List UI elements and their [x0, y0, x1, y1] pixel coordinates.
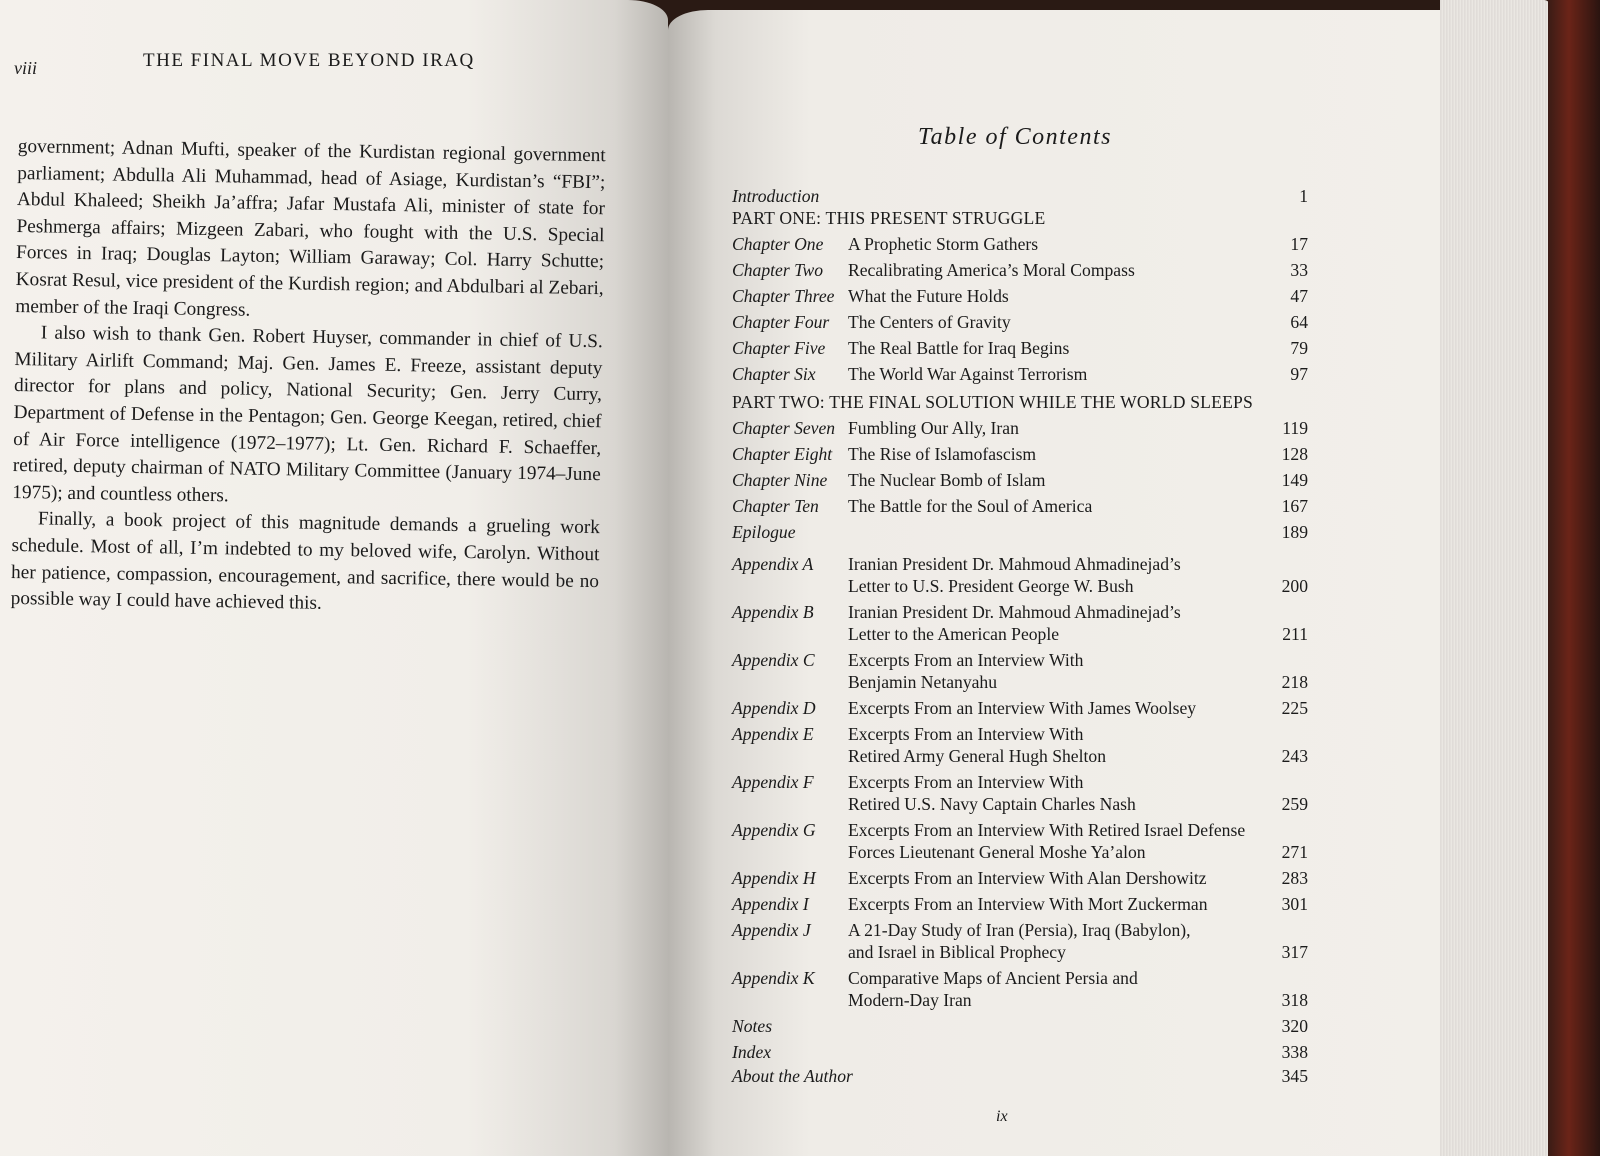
- toc-page: 211: [1282, 624, 1308, 644]
- toc-title: Recalibrating America’s Moral Compass: [848, 260, 1135, 280]
- toc-label: Appendix D: [732, 698, 816, 718]
- toc-page: 218: [1281, 672, 1308, 692]
- toc-page: 317: [1281, 942, 1308, 962]
- toc-page: 64: [1290, 312, 1308, 332]
- page-edges: [1440, 0, 1550, 1156]
- toc-title: A Prophetic Storm Gathers: [848, 234, 1039, 254]
- right-page-number: ix: [996, 1108, 1008, 1125]
- toc-page: 320: [1281, 1016, 1308, 1036]
- toc-label: Appendix G: [732, 820, 816, 840]
- toc-title-line1: Excerpts From an Interview With: [848, 650, 1084, 670]
- book-cover-edge: [1548, 0, 1600, 1156]
- toc-label: Chapter Six: [732, 364, 816, 384]
- paragraph: government; Adnan Mufti, speaker of the Kurdistan regional government parliament; Abdulla Ali Muhammad, head of Asiage, Kurdistan’s “FBI”; Abdul Khaleed; Sheikh Ja’affra; Jafar Mustafa Ali, minister of state for Peshmerga affairs; Mizgeen Zabari, who fought with the U.S. Special Forces in Iraq; Douglas Layton; William Garaway; Col. Harry Schutte; Kosrat Resul, vice president of the Kurdish region; and Abdulbari al Zebari, member of the Iraqi Congress.: [15, 135, 606, 321]
- toc-title: The Centers of Gravity: [848, 312, 1011, 332]
- toc-label: Chapter Nine: [732, 470, 828, 490]
- toc-page: 79: [1290, 338, 1308, 358]
- toc-label: Appendix F: [732, 772, 814, 792]
- toc-label: Chapter Seven: [732, 418, 836, 438]
- toc-title-line1: Excerpts From an Interview With: [848, 724, 1084, 744]
- toc-label: Appendix E: [732, 724, 814, 744]
- toc-label: Appendix K: [732, 968, 815, 988]
- part-two-heading: PART TWO: THE FINAL SOLUTION WHILE THE WORLD SLEEPS: [732, 392, 1253, 412]
- toc-title-line1: Excerpts From an Interview With James Woolsey: [848, 698, 1197, 718]
- toc-label: Introduction: [732, 186, 820, 206]
- toc-title-line1: Comparative Maps of Ancient Persia and: [848, 968, 1138, 988]
- toc-label: Chapter Ten: [732, 496, 819, 516]
- toc-title-line2: Benjamin Netanyahu: [848, 672, 998, 692]
- toc-label: Notes: [732, 1016, 773, 1036]
- toc-label: Epilogue: [732, 522, 796, 542]
- toc-title-line2: Letter to U.S. President George W. Bush: [848, 576, 1134, 596]
- toc-title-line1: Iranian President Dr. Mahmoud Ahmadinejad’s: [848, 554, 1181, 574]
- toc-title-line2: Letter to the American People: [848, 624, 1060, 644]
- paragraph: I also wish to thank Gen. Robert Huyser, commander in chief of U.S. Military Airlift Command; Maj. Gen. James E. Freeze, assistant deputy director for plans and policy, National Security; Gen. Jerry Curry, Department of Defense in the Pentagon; Gen. George Keegan, retired, chief of Air Force intelligence (1972–1977); Lt. Gen. Richard F. Schaeffer, retired, deputy chairman of NATO Military Committee (January 1974–June 1975); and countless others.: [12, 322, 603, 507]
- toc-title-line1: Iranian President Dr. Mahmoud Ahmadinejad’s: [848, 602, 1181, 622]
- toc-label: Index: [732, 1042, 772, 1062]
- toc-page: 345: [1281, 1066, 1308, 1086]
- toc-label: Chapter Five: [732, 338, 826, 358]
- part-one-heading: PART ONE: THIS PRESENT STRUGGLE: [732, 208, 1046, 228]
- toc-label: About the Author: [732, 1066, 853, 1086]
- toc-label: Appendix A: [732, 554, 814, 574]
- left-page-number: viii: [14, 58, 37, 78]
- toc-label: Chapter Eight: [732, 444, 833, 464]
- toc-page: 271: [1281, 842, 1308, 862]
- toc-label: Appendix J: [732, 920, 811, 940]
- toc-page: 338: [1281, 1042, 1308, 1062]
- toc-page: 259: [1281, 794, 1308, 814]
- toc-title-line2: Retired U.S. Navy Captain Charles Nash: [848, 794, 1136, 814]
- toc-title-line1: Excerpts From an Interview With Retired Israel Defense: [848, 820, 1246, 840]
- toc-title-line1: Excerpts From an Interview With Mort Zuckerman: [848, 894, 1208, 914]
- toc-title: The Battle for the Soul of America: [848, 496, 1093, 516]
- toc-title: Fumbling Our Ally, Iran: [848, 418, 1019, 438]
- toc-page: 97: [1290, 364, 1308, 384]
- toc-title: The Real Battle for Iraq Begins: [848, 338, 1070, 358]
- toc-label: Appendix C: [732, 650, 815, 670]
- toc-label: Chapter Three: [732, 286, 835, 306]
- toc-page: 119: [1282, 418, 1308, 438]
- toc-title: Table of Contents: [918, 124, 1112, 150]
- table-of-contents: [732, 186, 1312, 1086]
- toc-title-line1: Excerpts From an Interview With: [848, 772, 1084, 792]
- toc-title-line2: Modern-Day Iran: [848, 990, 972, 1010]
- toc-page: 283: [1281, 868, 1308, 888]
- toc-title-line2: Forces Lieutenant General Moshe Ya’alon: [848, 842, 1146, 862]
- toc-title: The Rise of Islamofascism: [848, 444, 1037, 464]
- toc-label: Chapter One: [732, 234, 824, 254]
- toc-title-line1: A 21-Day Study of Iran (Persia), Iraq (Babylon),: [848, 920, 1191, 940]
- acknowledgments-text: [10, 134, 605, 622]
- toc-page: 189: [1281, 522, 1308, 542]
- toc-page: 33: [1290, 260, 1308, 280]
- toc-page: 225: [1281, 698, 1308, 718]
- toc-page: 167: [1281, 496, 1308, 516]
- toc-label: Appendix B: [732, 602, 814, 622]
- toc-page: 301: [1281, 894, 1308, 914]
- toc-title-line2: and Israel in Biblical Prophecy: [848, 942, 1066, 962]
- toc-label: Chapter Two: [732, 260, 824, 280]
- toc-title: The Nuclear Bomb of Islam: [848, 470, 1046, 490]
- toc-page: 200: [1281, 576, 1308, 596]
- toc-label: Chapter Four: [732, 312, 830, 332]
- toc-title: What the Future Holds: [848, 286, 1009, 306]
- toc-title: The World War Against Terrorism: [848, 364, 1088, 384]
- paragraph: Finally, a book project of this magnitude demands a grueling work schedule. Most of all, I’m indebted to my beloved wife, Carolyn. Without her patience, compassion, encouragement, and sacrifice, there would be no possible way I could have achieved this.: [10, 508, 601, 614]
- left-page: [0, 0, 668, 1156]
- toc-page: 243: [1281, 746, 1308, 766]
- toc-page: 47: [1290, 286, 1308, 306]
- toc-label: Appendix I: [732, 894, 809, 914]
- toc-page: 318: [1281, 990, 1308, 1010]
- running-title: THE FINAL MOVE BEYOND IRAQ: [143, 50, 475, 71]
- toc-label: Appendix H: [732, 868, 816, 888]
- toc-page: 1: [1299, 186, 1308, 206]
- toc-page: 149: [1281, 470, 1308, 490]
- toc-page: 128: [1281, 444, 1308, 464]
- toc-title-line2: Retired Army General Hugh Shelton: [848, 746, 1106, 766]
- toc-title-line1: Excerpts From an Interview With Alan Dershowitz: [848, 868, 1207, 888]
- toc-page: 17: [1290, 234, 1308, 254]
